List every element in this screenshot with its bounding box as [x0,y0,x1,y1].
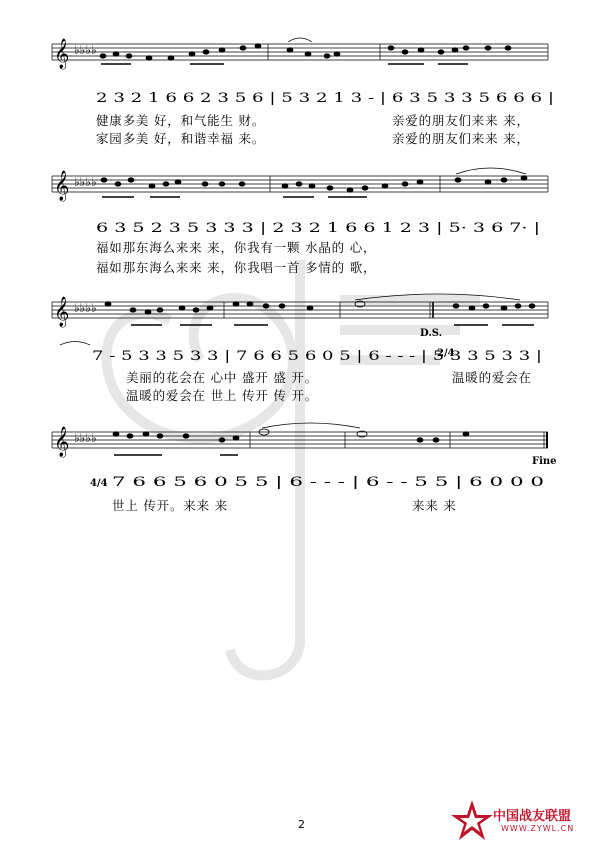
logo-name: 中国战友联盟 [493,809,572,824]
jianpu-row-1: 2 3 2 1 6 6 2 3 5 6 | 5 3 2 1 3 - | 6 3 5 3 3 5 6 6 6 | [96,91,554,106]
treble-clef-icon: 𝄞 [54,39,70,69]
notes-row-1 [100,44,511,64]
jianpu-row-4: 7 6 6 5 6 0 5 5 | 6 - - - | 6 - - 5 5 | 6 0 0 0 [112,475,544,490]
site-logo [449,797,599,843]
slur-row-4 [262,423,360,428]
watermark-clef-icon [106,260,480,675]
treble-clef-icon: 𝄞 [54,171,70,201]
treble-clef-icon: 𝄞 [54,427,70,457]
lyric-row-3-verse-1: 美丽的花会在 心中 盛开 盛 开。 [126,370,318,385]
lyric-row-3-verse-2: 温暖的爱会在 世上 传开 传 开。 [126,388,318,403]
notes-row-2 [101,176,527,197]
lyric-row-1-verse-1: 健康多美 好，和气能生 财。 [96,113,266,128]
lyric-row-4-verse-1: 世上 传开。来来 来 [112,498,228,513]
lyric-row-2-verse-2: 福如那东海么来来 来，你我唱一首 多情的 歌， [96,260,377,275]
treble-clef-icon: 𝄞 [54,297,70,327]
star-icon [449,797,495,843]
ds-marking: D.S. [420,328,443,339]
flat-signs-icon: ♭♭♭♭ [74,431,97,445]
jianpu-row-3: 7 - 5 3 3 5 3 3 | 7 6 6 5 6 0 5 | 6 - - - | 5 3 3 5 3 3 | [92,349,542,364]
page-number: 2 [298,818,305,831]
flat-signs-icon: ♭♭♭♭ [74,43,97,57]
lyric-row-1-right-verse-1: 亲爱的朋友们来来 来， [392,113,530,128]
slur-row-2 [456,168,526,174]
logo-url: WWW.ZYWL.CN [501,824,575,833]
lyric-row-3-right-verse-1: 温暖的爱会在 [452,370,532,385]
lyric-row-1-verse-2: 家园多美 好，和谐幸福 来。 [96,131,266,146]
fine-marking: Fine [532,456,557,467]
flat-signs-icon: ♭♭♭♭ [74,175,97,189]
lyric-row-1-right-verse-2: 亲爱的朋友们来来 来， [392,131,530,146]
time-signature-2-4: 2/4 [437,348,455,359]
lyric-row-2-verse-1: 福如那东海么来来 来，你我有一颗 水晶的 心， [96,240,377,255]
flat-signs-icon: ♭♭♭♭ [74,301,97,315]
slur-row-3-lead [60,342,90,346]
slur-row-1 [288,38,312,42]
lyric-row-4-right-verse-1: 来来 来 [412,498,457,513]
time-signature-4-4: 4/4 [90,478,108,489]
jianpu-row-2: 6 3 5 2 3 5 3 3 3 | 2 3 2 1 6 6 1 2 3 | 5· 3 6 7· | [96,221,540,236]
